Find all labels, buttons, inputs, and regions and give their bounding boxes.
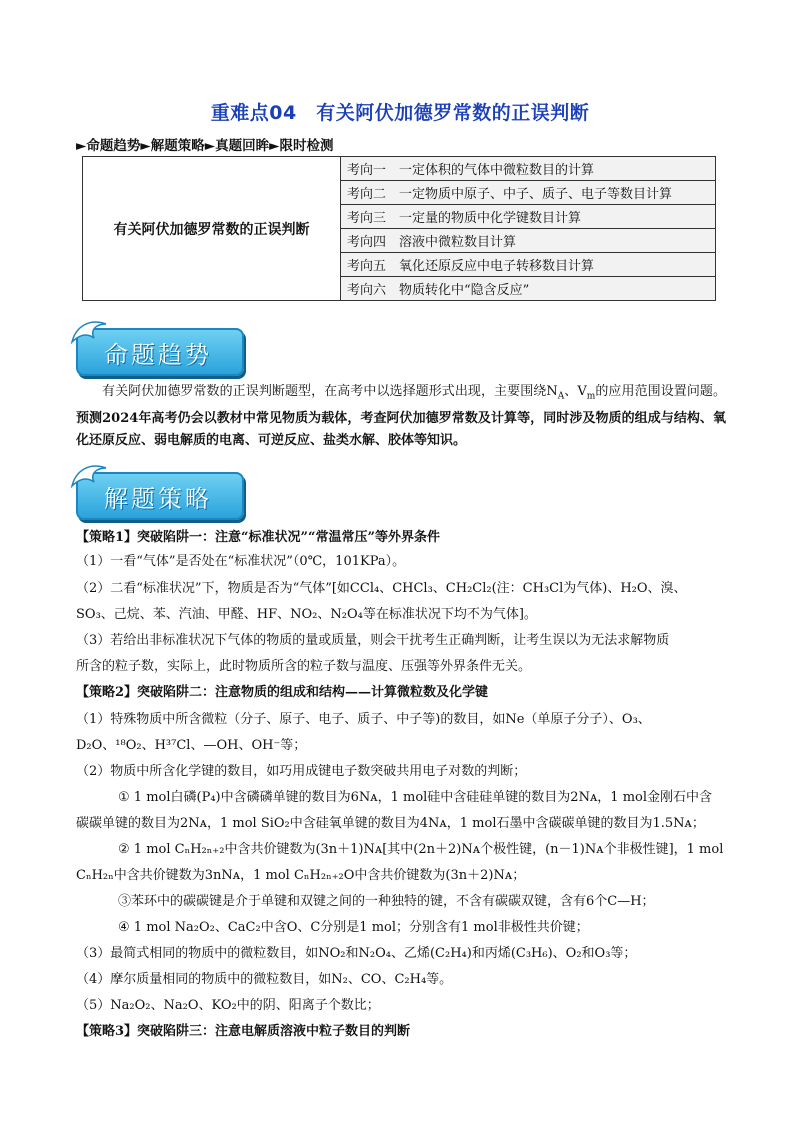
strategy-2-line: D₂O、¹⁸O₂、H³⁷Cl、—OH、OH⁻等；: [76, 738, 307, 753]
overview-topic: 有关阿伏加德罗常数的正误判断: [83, 157, 341, 301]
nav-item-review[interactable]: ►真题回眸: [204, 138, 270, 154]
strategy-1-line: （1）一看“气体”是否处在“标准状况”（0℃，101KPa）。: [76, 554, 406, 569]
page-title: 重难点04 有关阿伏加德罗常数的正误判断: [210, 102, 590, 124]
strategy-3-title: 【策略3】突破陷阱三：注意电解质溶液中粒子数目的判断: [76, 1024, 411, 1039]
strategy-2-title: 【策略2】突破陷阱二：注意物质的组成和结构——计算微粒数及化学键: [76, 685, 489, 700]
trend-paragraph: 有关阿伏加德罗常数的正误判断题型，在高考中以选择题形式出现，主要围绕$N_A$、$V_m$的应用范围设置问题。预测2024年高考仍会以教材中常见物质为载体，考查阿伏加德罗常数及计算等，同时涉及物质的组成与结构、氧化还原反应、弱电解质的电离、可逆反应、盐类水解、胶体等知识。: [76, 384, 726, 448]
overview-item: 考向四 溶液中微粒数目计算: [341, 229, 716, 253]
strategy-2-case: ② 1 mol CₙH₂ₙ₊₂中含共价键数为(3n＋1)Nᴀ[其中(2n＋2)Nᴀ个极性键，(n－1)Nᴀ个非极性键]，1 mol: [118, 842, 724, 857]
strategy-2-case: 碳碳单键的数目为2Nᴀ，1 mol SiO₂中含硅氧单键的数目为4Nᴀ，1 mol石墨中含碳碳单键的数目为1.5Nᴀ；: [76, 816, 705, 831]
nav-item-test[interactable]: ►限时检测: [269, 138, 334, 154]
overview-item: 考向三 一定量的物质中化学键数目计算: [341, 205, 716, 229]
section-badge-strategy: [76, 472, 244, 520]
strategy-1-line: SO₃、己烷、苯、汽油、甲醛、HF、NO₂、N₂O₄等在标准状况下均不为气体]。: [76, 607, 537, 622]
strategy-2-line: （2）物质中所含化学键的数目，如巧用成键电子数突破共用电子对数的判断；: [76, 764, 527, 779]
strategy-2-line: （5）Na₂O₂、Na₂O、KO₂中的阴、阳离子个数比；: [76, 998, 380, 1013]
section-heading: 解题策略: [104, 485, 212, 513]
strategy-2-case: ① 1 mol白磷(P₄)中含磷磷单键的数目为6Nᴀ，1 mol硅中含硅硅单键的数目为2Nᴀ，1 mol金刚石中含: [118, 790, 713, 805]
nav-item-strategy[interactable]: ►解题策略: [140, 138, 205, 154]
overview-table: [82, 156, 716, 301]
strategy-2-case: ③苯环中的碳碳键是介于单键和双键之间的一种独特的键，不含有碳碳双键，含有6个C—H；: [118, 894, 655, 909]
section-nav: [76, 134, 334, 154]
nav-item-trend[interactable]: ►命题趋势: [76, 138, 141, 154]
section-badge-trend: [76, 328, 244, 376]
section-heading: 命题趋势: [104, 341, 212, 369]
strategy-1-line: （2）二看“标准状况”下，物质是否为“气体”[如CCl₄、CHCl₃、CH₂Cl₂(注：CH₃Cl为气体)、H₂O、溴、: [76, 581, 687, 596]
strategy-2-line: （1）特殊物质中所含微粒（分子、原子、电子、质子、中子等)的数目，如Ne（单原子分子）、O₃、: [76, 712, 651, 727]
strategy-2-line: （4）摩尔质量相同的物质中的微粒数目，如N₂、CO、C₂H₄等。: [76, 972, 453, 987]
strategy-1-title: 【策略1】突破陷阱一：注意“标准状况”“常温常压”等外界条件: [76, 530, 440, 545]
strategy-1-line: 所含的粒子数，实际上，此时物质所含的粒子数与温度、压强等外界条件无关。: [76, 659, 532, 674]
overview-item: 考向五 氧化还原反应中电子转移数目计算: [341, 253, 716, 277]
overview-item: 考向二 一定物质中原子、中子、质子、电子等数目计算: [341, 181, 716, 205]
strategy-1-line: （3）若给出非标准状况下气体的物质的量或质量，则会干扰考生正确判断，让考生误以为无法求解物质: [76, 633, 670, 648]
strategy-2-line: （3）最简式相同的物质中的微粒数目，如NO₂和N₂O₄、乙烯(C₂H₄)和丙烯(C₃H₆)、O₂和O₃等；: [76, 946, 637, 961]
overview-item: 考向一 一定体积的气体中微粒数目的计算: [341, 157, 716, 181]
overview-item: 考向六 物质转化中“隐含反应”: [341, 277, 716, 301]
strategy-2-case: ④ 1 mol Na₂O₂、CaC₂中含O、C分别是1 mol；分别含有1 mol非极性共价键；: [118, 920, 589, 935]
strategy-2-case: CₙH₂ₙ中含共价键数为3nNᴀ，1 mol CₙH₂ₙ₊₂O中含共价键数为(3n＋2)Nᴀ；: [76, 868, 526, 883]
